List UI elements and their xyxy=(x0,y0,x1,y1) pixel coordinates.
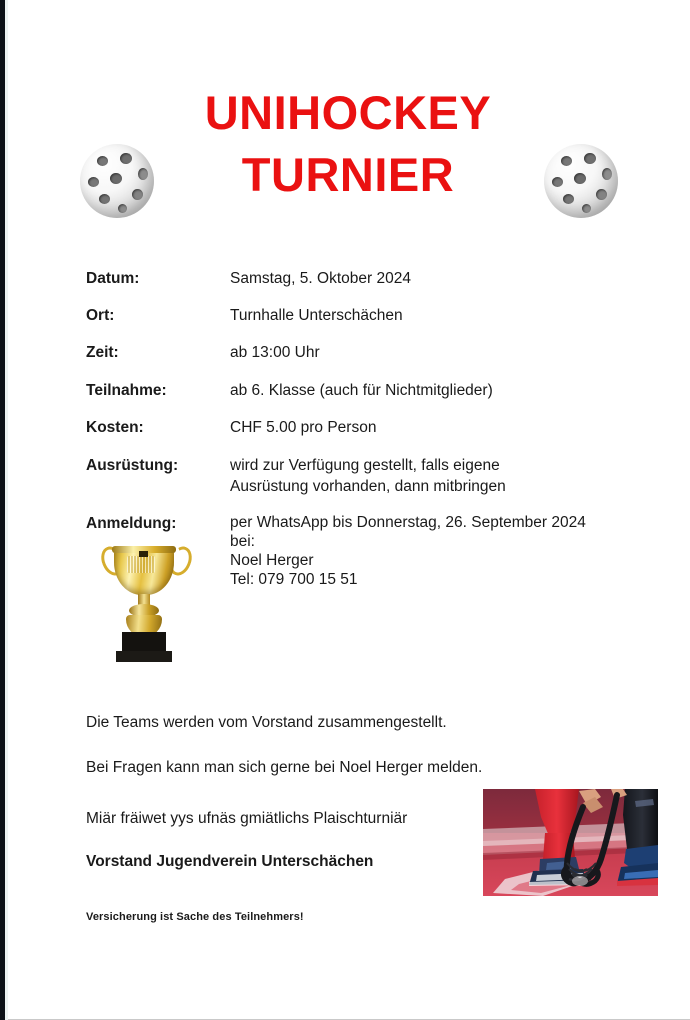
detail-label: Ort: xyxy=(86,307,115,324)
detail-row xyxy=(86,305,686,326)
detail-value-line: Turnhalle Unterschächen xyxy=(230,307,403,324)
detail-row xyxy=(86,455,686,497)
closing-text xyxy=(86,712,506,872)
detail-value xyxy=(230,455,686,497)
trophy-icon xyxy=(96,540,192,665)
detail-label: Zeit: xyxy=(86,344,119,361)
detail-row xyxy=(86,268,686,289)
detail-value-line: Noel Herger xyxy=(230,552,314,569)
detail-value xyxy=(230,513,686,589)
insurance-note: Versicherung ist Sache des Teilnehmers! xyxy=(86,911,304,923)
floorball-ball-icon-right xyxy=(544,144,618,218)
detail-value xyxy=(230,305,686,326)
detail-value xyxy=(230,268,686,289)
detail-value-line: Samstag, 5. Oktober 2024 xyxy=(230,270,411,287)
detail-value-line: wird zur Verfügung gestellt, falls eigene xyxy=(230,457,500,474)
page-title-line-1: UNIHOCKEY xyxy=(204,86,492,139)
detail-label: Anmeldung: xyxy=(86,515,177,532)
detail-value-line: ab 13:00 Uhr xyxy=(230,344,320,361)
detail-label: Kosten: xyxy=(86,419,144,436)
detail-value-line: ab 6. Klasse (auch für Nichtmitglieder) xyxy=(230,382,493,399)
questions-note: Bei Fragen kann man sich gerne bei Noel Herger melden. xyxy=(86,759,483,776)
detail-label: Datum: xyxy=(86,270,140,287)
teams-note: Die Teams werden vom Vorstand zusammengestellt. xyxy=(86,714,447,731)
floorball-ball-icon-left xyxy=(80,144,154,218)
detail-row xyxy=(86,342,686,363)
detail-row xyxy=(86,380,686,401)
floorball-players-photo xyxy=(483,789,658,896)
flyer-header xyxy=(8,62,690,227)
detail-value-line: per WhatsApp bis Donnerstag, 26. September 2024 xyxy=(230,514,586,531)
detail-label: Teilnahme: xyxy=(86,382,167,399)
page-title-line-2: TURNIER xyxy=(241,148,455,201)
detail-label: Ausrüstung: xyxy=(86,457,179,474)
detail-value xyxy=(230,380,686,401)
detail-value-line: Ausrüstung vorhanden, dann mitbringen xyxy=(230,478,506,495)
detail-value-line: CHF 5.00 pro Person xyxy=(230,419,377,436)
dialect-line: Miär fräiwet yys ufnäs gmiätlichs Plaischturniär xyxy=(86,810,408,827)
detail-value-line: bei: xyxy=(230,533,255,550)
detail-row xyxy=(86,417,686,438)
detail-value xyxy=(230,417,686,438)
page-title xyxy=(158,82,538,206)
detail-value-line: Tel: 079 700 15 51 xyxy=(230,571,358,588)
flyer-page xyxy=(8,0,690,1020)
detail-value xyxy=(230,342,686,363)
signature-line: Vorstand Jugendverein Unterschächen xyxy=(86,853,374,870)
